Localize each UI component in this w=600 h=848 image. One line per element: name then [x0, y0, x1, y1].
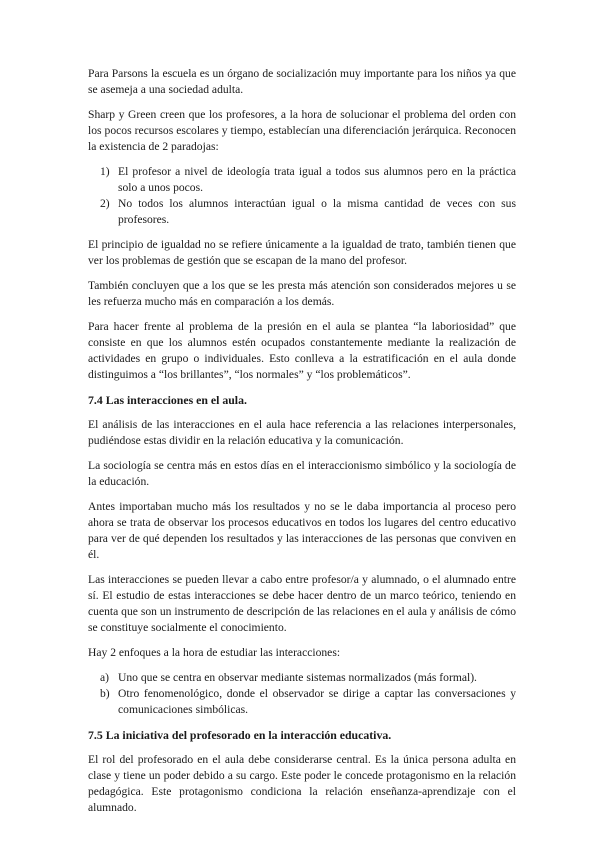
section-heading-7-4: 7.4 Las interacciones en el aula. [88, 393, 247, 407]
list-item [88, 670, 516, 686]
list-marker: 2) [100, 197, 110, 210]
paradoxes-list [88, 164, 516, 228]
paragraph-procesos: Antes importaban mucho más los resultados y no se le daba importancia al proceso pero ahora se trata de observar los procesos educativos en todos los lugares del centro educativo para ver de qué dependen los resultados y las interacciones de las personas que conviven en él. [88, 500, 516, 561]
list-item [88, 196, 516, 228]
paragraph-enfoques-intro: Hay 2 enfoques a la hora de estudiar las interacciones: [88, 646, 341, 659]
list-item [88, 164, 516, 196]
list-item-text: El profesor a nivel de ideología trata igual a todos sus alumnos pero en la práctica solo a unos pocos. [118, 165, 516, 194]
section-heading-7-5: 7.5 La iniciativa del profesorado en la interacción educativa. [88, 728, 392, 742]
list-marker: b) [100, 687, 110, 700]
paragraph-parsons: Para Parsons la escuela es un órgano de socialización muy importante para los niños ya que se asemeja a una sociedad adulta. [88, 67, 516, 96]
paragraph-rol-profesorado: El rol del profesorado en el aula debe considerarse central. Es la única persona adulta en clase y tiene un poder debido a su cargo. Este poder le concede protagonismo en la relación pedagógica. Este protagonismo condiciona la relación enseñanza-aprendizaje con el alumnado. [88, 753, 516, 814]
paragraph-sociologia: La sociología se centra más en estos días en el interaccionismo simbólico y la sociología de la educación. [88, 459, 516, 488]
paragraph-sharp-green: Sharp y Green creen que los profesores, a la hora de solucionar el problema del orden con los pocos recursos escolares y tiempo, establecían una diferenciación jerárquica. Reconocen la existencia de 2 paradojas: [88, 108, 516, 153]
list-marker: 1) [100, 165, 110, 178]
paragraph-analisis: El análisis de las interacciones en el aula hace referencia a las relaciones interpersonales, pudiéndose estas dividir en la relación educativa y la comunicación. [88, 418, 516, 447]
list-item-text: Otro fenomenológico, donde el observador se dirige a captar las conversaciones y comunicaciones simbólicas. [118, 687, 516, 716]
paragraph-atencion: También concluyen que a los que se les presta más atención son considerados mejores u se les refuerza mucho más en comparación a los demás. [88, 279, 516, 308]
paragraph-igualdad: El principio de igualdad no se refiere únicamente a la igualdad de trato, también tienen que ver los problemas de gestión que se escapan de la mano del profesor. [88, 238, 516, 267]
approaches-list [88, 670, 516, 718]
paragraph-laboriosidad: Para hacer frente al problema de la presión en el aula se plantea “la laboriosidad” que consiste en que los alumnos estén ocupados constantemente mediante la realización de actividades en grupo o individuales. Esto conlleva a la estratificación en el aula donde distinguimos a “los brillantes”, “los normales” y “los problemáticos”. [88, 320, 516, 381]
list-marker: a) [100, 671, 110, 684]
list-item-text: Uno que se centra en observar mediante sistemas normalizados (más formal). [118, 671, 477, 684]
list-item-text: No todos los alumnos interactúan igual o la misma cantidad de veces con sus profesores. [118, 197, 516, 226]
paragraph-interacciones: Las interacciones se pueden llevar a cabo entre profesor/a y alumnado, o el alumnado entre sí. El estudio de estas interacciones se debe hacer dentro de un marco teórico, teniendo en cuenta que son un instrumento de descripción de las relaciones en el aula y análisis de cómo se constituye socialmente el conocimiento. [88, 573, 516, 634]
list-item [88, 686, 516, 718]
